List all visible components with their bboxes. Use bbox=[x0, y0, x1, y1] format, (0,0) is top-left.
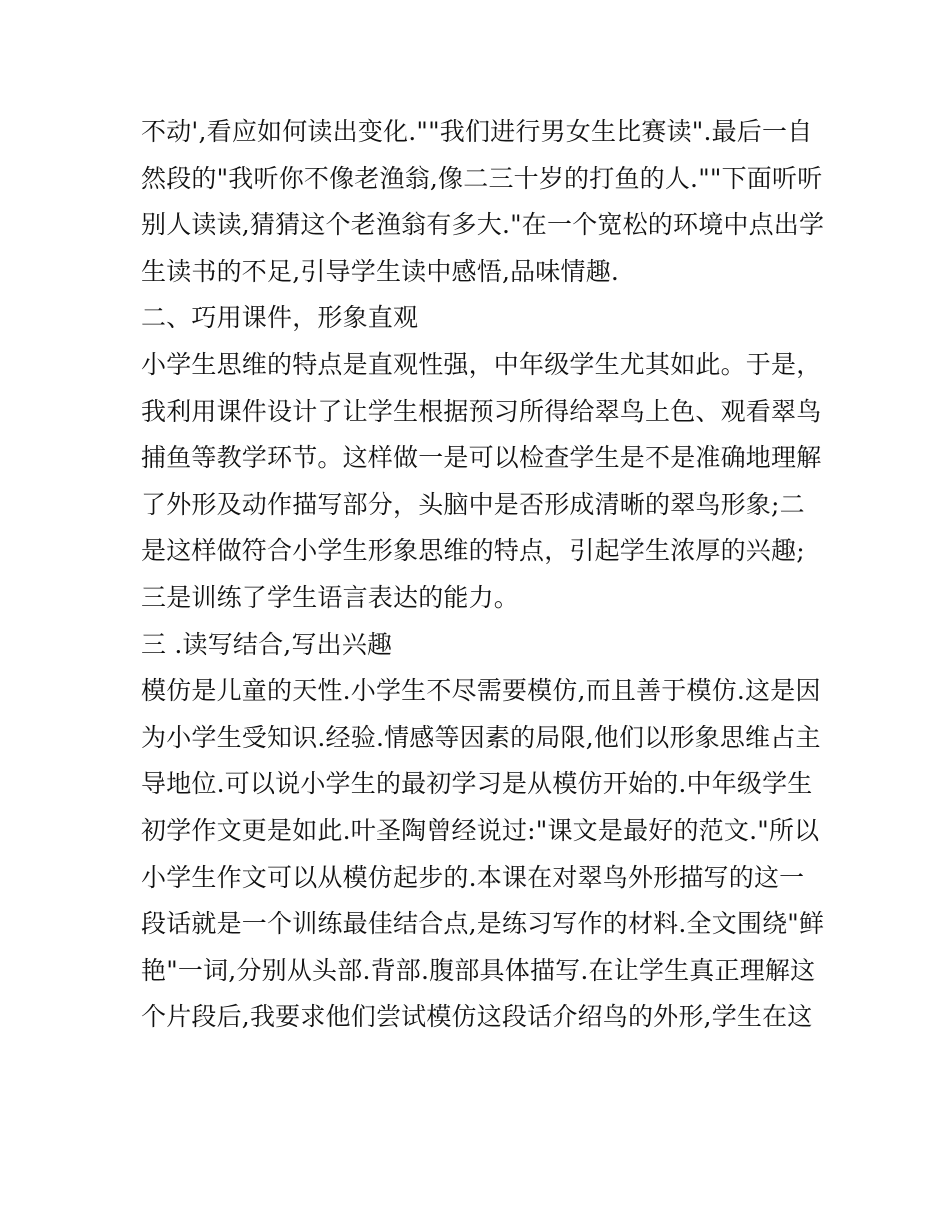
text-line: 然段的"我听你不像老渔翁,像二三十岁的打鱼的人.""下面听听 bbox=[141, 163, 823, 193]
text-line: 三是训练了学生语言表达的能力。 bbox=[141, 582, 520, 612]
text-line: 艳"一词,分别从头部.背部.腹部具体描写.在让学生真正理解这 bbox=[141, 955, 816, 985]
text-line: 是这样做符合小学生形象思维的特点，引起学生浓厚的兴趣; bbox=[141, 536, 805, 566]
text-line: 别人读读,猜猜这个老渔翁有多大."在一个宽松的环境中点出学 bbox=[141, 210, 825, 240]
text-line: 了外形及动作描写部分，头脑中是否形成清晰的翠鸟形象;二 bbox=[141, 489, 805, 519]
text-line: 为小学生受知识.经验.情感等因素的局限,他们以形象思维占主 bbox=[141, 722, 821, 752]
section-heading: 二、巧用课件，形象直观 bbox=[141, 303, 419, 333]
section-heading: 三 .读写结合,写出兴趣 bbox=[141, 629, 393, 659]
text-line: 小学生作文可以从模仿起步的.本课在对翠鸟外形描写的这一 bbox=[141, 862, 805, 892]
text-line: 模仿是儿童的天性.小学生不尽需要模仿,而且善于模仿.这是因 bbox=[141, 676, 821, 706]
text-line: 个片段后,我要求他们尝试模仿这段话介绍鸟的外形,学生在这 bbox=[141, 1002, 813, 1032]
text-line: 初学作文更是如此.叶圣陶曾经说过:"课文是最好的范文."所以 bbox=[141, 815, 820, 845]
text-line: 小学生思维的特点是直观性强，中年级学生尤其如此。于是， bbox=[141, 349, 822, 379]
text-line: 生读书的不足,引导学生读中感悟,品味情趣. bbox=[141, 256, 620, 286]
text-line: 导地位.可以说小学生的最初学习是从模仿开始的.中年级学生 bbox=[141, 769, 813, 799]
text-line: 我利用课件设计了让学生根据预习所得给翠鸟上色、观看翠鸟 bbox=[141, 396, 822, 426]
text-line: 段话就是一个训练最佳结合点,是练习写作的材料.全文围绕"鲜 bbox=[141, 909, 825, 939]
text-line: 捕鱼等教学环节。这样做一是可以检查学生是不是准确地理解 bbox=[141, 443, 822, 473]
text-line: 不动',看应如何读出变化.""我们进行男女生比赛读".最后一自 bbox=[141, 117, 813, 146]
body-text bbox=[141, 109, 841, 1041]
